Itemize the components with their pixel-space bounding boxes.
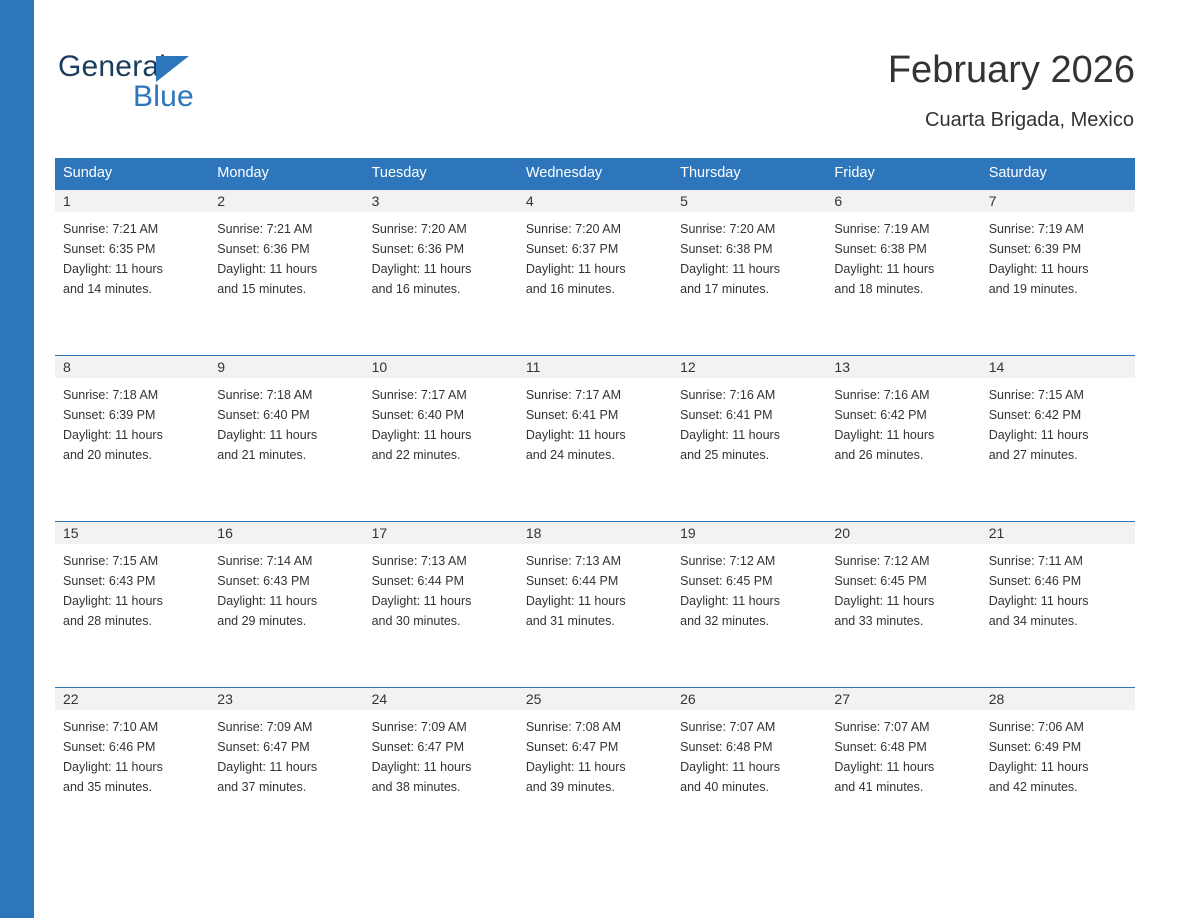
- day-number: 18: [518, 522, 672, 544]
- calendar-day-cell[interactable]: [981, 189, 1135, 355]
- day-number: 14: [981, 356, 1135, 378]
- daylight-text-line1: Daylight: 11 hours: [63, 428, 163, 442]
- sunrise-text: Sunrise: 7:06 AM: [988, 720, 1084, 734]
- day-number: 4: [518, 190, 672, 212]
- daylight-text-line1: Daylight: 11 hours: [371, 428, 472, 442]
- day-number: 17: [364, 522, 518, 544]
- page-header: [55, 0, 1135, 140]
- daylight-text-line2: and 28 minutes.: [63, 614, 152, 628]
- sunrise-text: Sunrise: 7:18 AM: [217, 388, 313, 402]
- calendar-day-cell[interactable]: [209, 521, 363, 687]
- calendar-day-cell[interactable]: [55, 189, 209, 355]
- calendar-day-cell[interactable]: [672, 355, 826, 521]
- calendar-day-cell[interactable]: [826, 189, 980, 355]
- calendar-day-cell[interactable]: [981, 355, 1135, 521]
- day-number: 27: [826, 688, 980, 710]
- sunset-text: Sunset: 6:42 PM: [988, 408, 1082, 422]
- sunrise-text: Sunrise: 7:18 AM: [63, 388, 159, 402]
- daylight-text-line2: and 17 minutes.: [680, 282, 770, 296]
- day-number: 24: [364, 688, 518, 710]
- calendar-day-cell[interactable]: [55, 687, 209, 853]
- sunset-text: Sunset: 6:49 PM: [988, 740, 1082, 754]
- calendar-day-cell[interactable]: [826, 521, 980, 687]
- sunset-text: Sunset: 6:39 PM: [988, 242, 1082, 256]
- daylight-text-line2: and 38 minutes.: [371, 780, 461, 794]
- day-number: 1: [55, 190, 209, 212]
- sunrise-text: Sunrise: 7:14 AM: [217, 554, 313, 568]
- weekday-header-sunday: Sunday: [55, 158, 209, 189]
- sunset-text: Sunset: 6:47 PM: [525, 740, 619, 754]
- daylight-text-line2: and 34 minutes.: [988, 614, 1078, 628]
- daylight-text-line1: Daylight: 11 hours: [63, 262, 163, 276]
- sunrise-text: Sunrise: 7:08 AM: [525, 720, 622, 734]
- sunset-text: Sunset: 6:45 PM: [680, 574, 773, 588]
- day-number: 23: [209, 688, 363, 710]
- calendar-table: [55, 158, 1135, 853]
- calendar-week-row: [55, 355, 1135, 521]
- daylight-text-line2: and 35 minutes.: [63, 780, 152, 794]
- sunrise-text: Sunrise: 7:10 AM: [63, 720, 159, 734]
- weekday-header-tuesday: Tuesday: [364, 158, 518, 189]
- calendar-day-cell[interactable]: [981, 521, 1135, 687]
- sunset-text: Sunset: 6:43 PM: [63, 574, 156, 588]
- day-number: 15: [55, 522, 209, 544]
- daylight-text-line1: Daylight: 11 hours: [63, 594, 163, 608]
- calendar-day-cell[interactable]: [826, 355, 980, 521]
- calendar-day-cell[interactable]: [672, 687, 826, 853]
- calendar-day-cell[interactable]: [364, 189, 518, 355]
- calendar-day-cell[interactable]: [364, 687, 518, 853]
- day-number: 7: [981, 190, 1135, 212]
- sunrise-text: Sunrise: 7:20 AM: [525, 222, 622, 236]
- daylight-text-line2: and 32 minutes.: [680, 614, 770, 628]
- daylight-text-line2: and 30 minutes.: [371, 614, 461, 628]
- sunrise-text: Sunrise: 7:07 AM: [680, 720, 776, 734]
- daylight-text-line2: and 39 minutes.: [525, 780, 615, 794]
- day-number: 3: [364, 190, 518, 212]
- sunrise-text: Sunrise: 7:20 AM: [371, 222, 467, 236]
- day-number: 11: [518, 356, 672, 378]
- daylight-text-line1: Daylight: 11 hours: [525, 262, 626, 276]
- day-number: 12: [672, 356, 826, 378]
- daylight-text-line2: and 20 minutes.: [63, 448, 152, 462]
- sunrise-text: Sunrise: 7:21 AM: [217, 222, 313, 236]
- sunset-text: Sunset: 6:44 PM: [371, 574, 464, 588]
- day-number: 28: [981, 688, 1135, 710]
- daylight-text-line1: Daylight: 11 hours: [217, 760, 318, 774]
- calendar-day-cell[interactable]: [981, 687, 1135, 853]
- daylight-text-line1: Daylight: 11 hours: [834, 594, 935, 608]
- daylight-text-line1: Daylight: 11 hours: [371, 760, 472, 774]
- daylight-text-line2: and 26 minutes.: [834, 448, 924, 462]
- logo-text-general: General: [58, 50, 167, 83]
- daylight-text-line2: and 40 minutes.: [680, 780, 770, 794]
- sunset-text: Sunset: 6:46 PM: [988, 574, 1082, 588]
- daylight-text-line2: and 16 minutes.: [525, 282, 615, 296]
- daylight-text-line2: and 18 minutes.: [834, 282, 924, 296]
- calendar-week-row: [55, 189, 1135, 355]
- daylight-text-line2: and 19 minutes.: [988, 282, 1078, 296]
- sunrise-text: Sunrise: 7:07 AM: [834, 720, 930, 734]
- calendar-day-cell[interactable]: [518, 189, 672, 355]
- calendar-day-cell[interactable]: [55, 521, 209, 687]
- sunset-text: Sunset: 6:44 PM: [525, 574, 619, 588]
- day-number: 5: [672, 190, 826, 212]
- daylight-text-line1: Daylight: 11 hours: [834, 262, 935, 276]
- calendar-day-cell[interactable]: [364, 521, 518, 687]
- daylight-text-line2: and 29 minutes.: [217, 614, 307, 628]
- sunrise-text: Sunrise: 7:13 AM: [371, 554, 467, 568]
- daylight-text-line1: Daylight: 11 hours: [680, 262, 780, 276]
- daylight-text-line1: Daylight: 11 hours: [988, 594, 1089, 608]
- daylight-text-line1: Daylight: 11 hours: [371, 262, 472, 276]
- daylight-text-line1: Daylight: 11 hours: [525, 594, 626, 608]
- sunset-text: Sunset: 6:39 PM: [63, 408, 156, 422]
- sunset-text: Sunset: 6:43 PM: [217, 574, 310, 588]
- daylight-text-line1: Daylight: 11 hours: [988, 262, 1089, 276]
- day-number: 20: [826, 522, 980, 544]
- sunset-text: Sunset: 6:46 PM: [63, 740, 156, 754]
- sunrise-text: Sunrise: 7:17 AM: [371, 388, 467, 402]
- calendar-day-cell[interactable]: [826, 687, 980, 853]
- calendar-day-cell[interactable]: [518, 521, 672, 687]
- daylight-text-line2: and 42 minutes.: [988, 780, 1078, 794]
- daylight-text-line2: and 22 minutes.: [371, 448, 461, 462]
- weekday-header-saturday: Saturday: [981, 158, 1135, 189]
- sunset-text: Sunset: 6:42 PM: [834, 408, 927, 422]
- daylight-text-line1: Daylight: 11 hours: [988, 428, 1089, 442]
- day-number: 26: [672, 688, 826, 710]
- generalblue-logo[interactable]: [58, 50, 258, 120]
- sunrise-text: Sunrise: 7:13 AM: [525, 554, 622, 568]
- day-number: 2: [209, 190, 363, 212]
- daylight-text-line2: and 37 minutes.: [217, 780, 307, 794]
- sunset-text: Sunset: 6:38 PM: [680, 242, 773, 256]
- daylight-text-line2: and 24 minutes.: [525, 448, 615, 462]
- day-number: 6: [826, 190, 980, 212]
- calendar-day-cell[interactable]: [364, 355, 518, 521]
- sunrise-text: Sunrise: 7:09 AM: [217, 720, 313, 734]
- sunset-text: Sunset: 6:40 PM: [371, 408, 464, 422]
- daylight-text-line2: and 21 minutes.: [217, 448, 307, 462]
- sunset-text: Sunset: 6:48 PM: [680, 740, 773, 754]
- left-accent-bar: [0, 0, 34, 918]
- daylight-text-line1: Daylight: 11 hours: [63, 760, 163, 774]
- sunrise-text: Sunrise: 7:20 AM: [680, 222, 776, 236]
- weekday-header-thursday: Thursday: [672, 158, 826, 189]
- calendar-header-row: [55, 158, 1135, 189]
- daylight-text-line1: Daylight: 11 hours: [217, 262, 318, 276]
- sunset-text: Sunset: 6:41 PM: [525, 408, 619, 422]
- page-title: February 2026: [887, 49, 1135, 91]
- day-number: 22: [55, 688, 209, 710]
- daylight-text-line2: and 31 minutes.: [525, 614, 615, 628]
- daylight-text-line1: Daylight: 11 hours: [525, 760, 626, 774]
- daylight-text-line1: Daylight: 11 hours: [525, 428, 626, 442]
- daylight-text-line1: Daylight: 11 hours: [680, 760, 780, 774]
- daylight-text-line1: Daylight: 11 hours: [680, 594, 780, 608]
- page-subtitle: Cuarta Brigada, Mexico: [925, 109, 1134, 131]
- page-content: [55, 0, 1135, 918]
- sunset-text: Sunset: 6:47 PM: [217, 740, 310, 754]
- calendar-day-cell[interactable]: [55, 355, 209, 521]
- daylight-text-line1: Daylight: 11 hours: [834, 760, 935, 774]
- sunset-text: Sunset: 6:47 PM: [371, 740, 464, 754]
- daylight-text-line1: Daylight: 11 hours: [988, 760, 1089, 774]
- sunrise-text: Sunrise: 7:15 AM: [988, 388, 1084, 402]
- sunset-text: Sunset: 6:36 PM: [217, 242, 310, 256]
- daylight-text-line2: and 27 minutes.: [988, 448, 1078, 462]
- sunrise-text: Sunrise: 7:17 AM: [525, 388, 622, 402]
- calendar-day-cell[interactable]: [518, 355, 672, 521]
- day-number: 13: [826, 356, 980, 378]
- sunrise-text: Sunrise: 7:09 AM: [371, 720, 467, 734]
- day-number: 8: [55, 356, 209, 378]
- calendar-day-cell[interactable]: [672, 521, 826, 687]
- weekday-header-monday: Monday: [209, 158, 363, 189]
- sunrise-text: Sunrise: 7:21 AM: [63, 222, 159, 236]
- calendar-day-cell[interactable]: [209, 687, 363, 853]
- sunrise-text: Sunrise: 7:12 AM: [834, 554, 930, 568]
- calendar-day-cell[interactable]: [518, 687, 672, 853]
- day-number: 21: [981, 522, 1135, 544]
- daylight-text-line1: Daylight: 11 hours: [371, 594, 472, 608]
- sunrise-text: Sunrise: 7:16 AM: [680, 388, 776, 402]
- day-number: 10: [364, 356, 518, 378]
- calendar-week-row: [55, 687, 1135, 853]
- sunrise-text: Sunrise: 7:15 AM: [63, 554, 159, 568]
- logo-triangle-icon: [156, 56, 189, 82]
- daylight-text-line2: and 15 minutes.: [217, 282, 307, 296]
- day-number: 9: [209, 356, 363, 378]
- sunset-text: Sunset: 6:41 PM: [680, 408, 773, 422]
- daylight-text-line2: and 16 minutes.: [371, 282, 461, 296]
- logo-text-blue: Blue: [133, 80, 194, 113]
- calendar-week-row: [55, 521, 1135, 687]
- daylight-text-line2: and 41 minutes.: [834, 780, 924, 794]
- weekday-header-friday: Friday: [826, 158, 980, 189]
- weekday-header-wednesday: Wednesday: [518, 158, 672, 189]
- sunrise-text: Sunrise: 7:19 AM: [834, 222, 930, 236]
- daylight-text-line1: Daylight: 11 hours: [217, 428, 318, 442]
- daylight-text-line1: Daylight: 11 hours: [834, 428, 935, 442]
- daylight-text-line2: and 25 minutes.: [680, 448, 770, 462]
- daylight-text-line1: Daylight: 11 hours: [680, 428, 780, 442]
- sunset-text: Sunset: 6:35 PM: [63, 242, 156, 256]
- sunset-text: Sunset: 6:36 PM: [371, 242, 464, 256]
- day-number: 19: [672, 522, 826, 544]
- sunset-text: Sunset: 6:40 PM: [217, 408, 310, 422]
- calendar-day-cell[interactable]: [209, 355, 363, 521]
- sunrise-text: Sunrise: 7:12 AM: [680, 554, 776, 568]
- sunrise-text: Sunrise: 7:16 AM: [834, 388, 930, 402]
- sunset-text: Sunset: 6:37 PM: [525, 242, 619, 256]
- calendar-day-cell[interactable]: [209, 189, 363, 355]
- sunset-text: Sunset: 6:38 PM: [834, 242, 927, 256]
- daylight-text-line2: and 33 minutes.: [834, 614, 924, 628]
- sunset-text: Sunset: 6:45 PM: [834, 574, 927, 588]
- day-number: 16: [209, 522, 363, 544]
- day-number: 25: [518, 688, 672, 710]
- sunset-text: Sunset: 6:48 PM: [834, 740, 927, 754]
- sunrise-text: Sunrise: 7:11 AM: [988, 554, 1083, 568]
- sunrise-text: Sunrise: 7:19 AM: [988, 222, 1084, 236]
- calendar-day-cell[interactable]: [672, 189, 826, 355]
- daylight-text-line2: and 14 minutes.: [63, 282, 152, 296]
- daylight-text-line1: Daylight: 11 hours: [217, 594, 318, 608]
